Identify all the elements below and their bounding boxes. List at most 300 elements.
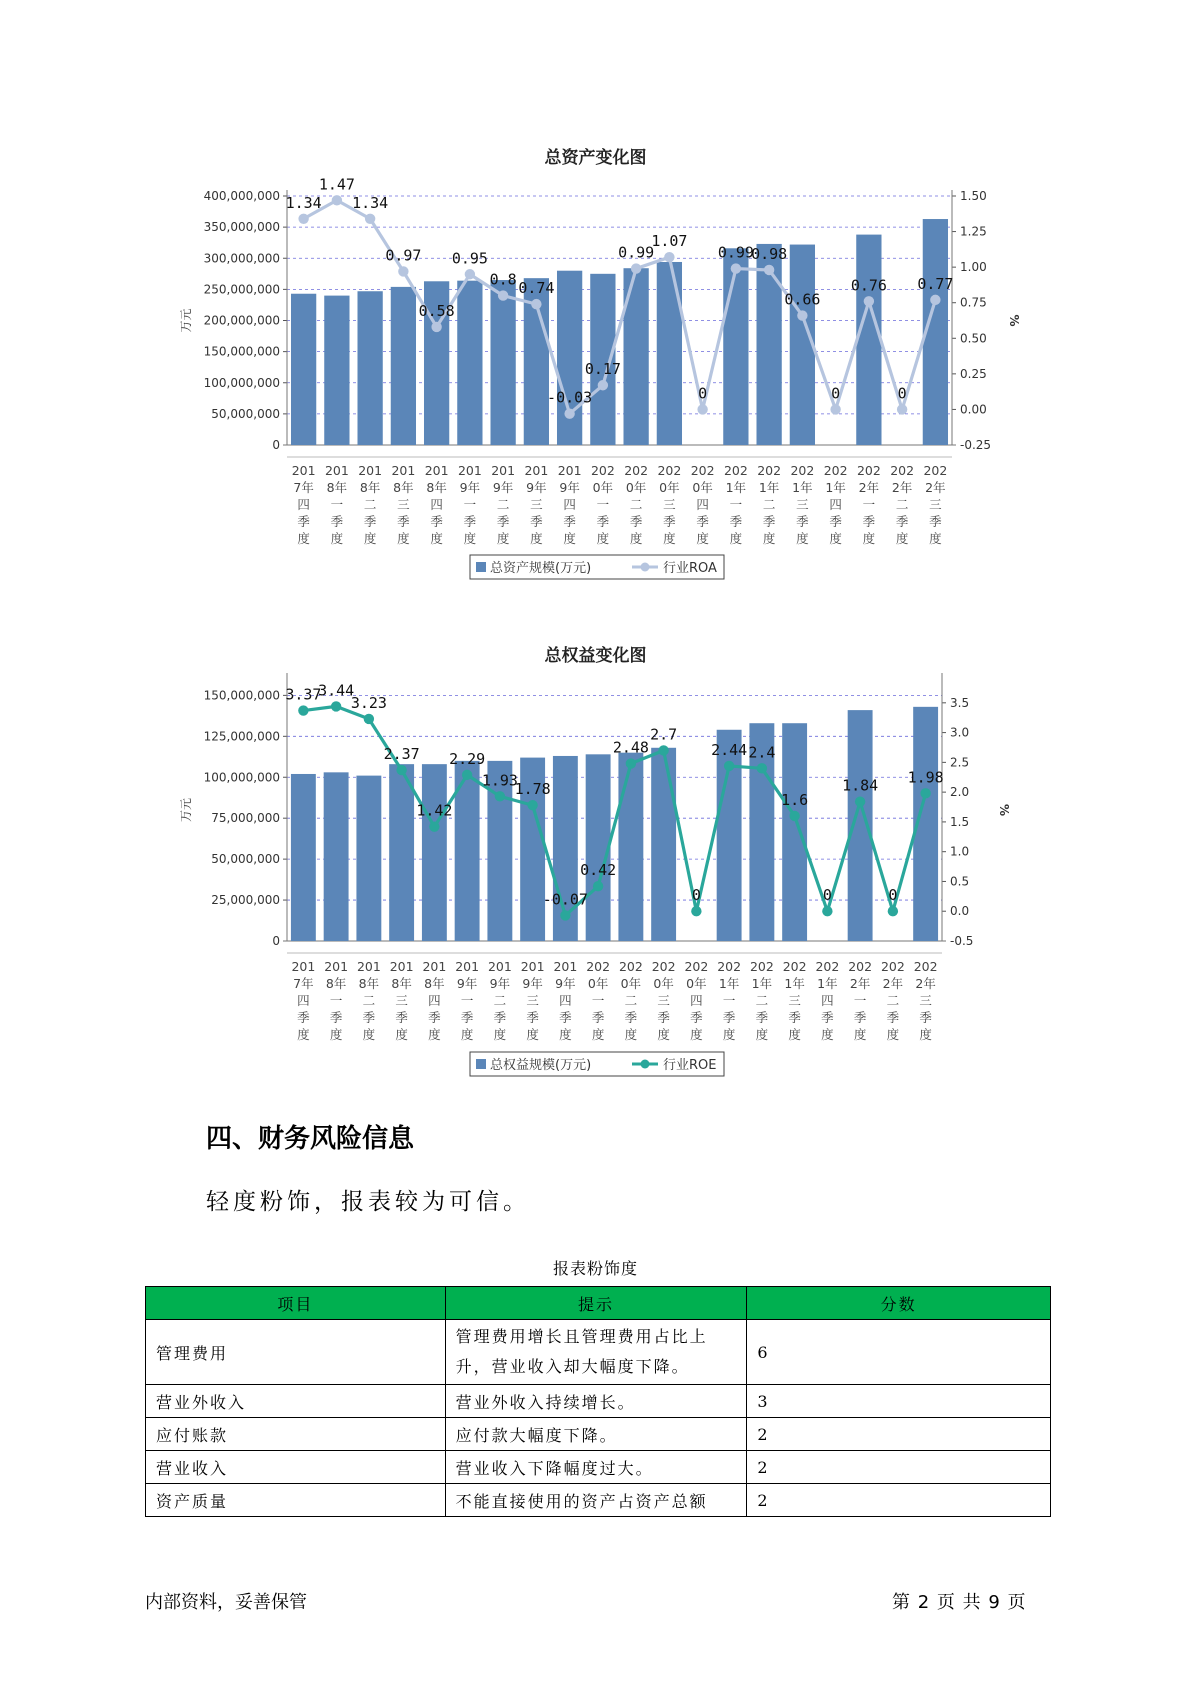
- category-label: 季: [591, 1010, 605, 1025]
- line-point: [864, 296, 874, 306]
- category-label: 度: [397, 531, 410, 546]
- category-label: 度: [460, 1027, 474, 1042]
- category-label: 度: [559, 1027, 572, 1042]
- category-label: 一: [463, 497, 477, 512]
- legend-line-label: 行业ROE: [663, 1058, 717, 1073]
- data-label: 0: [698, 384, 708, 403]
- category-label: 季: [696, 514, 709, 529]
- section-heading: 四、财务风险信息: [206, 1124, 415, 1154]
- row-score: 2: [747, 1418, 1051, 1451]
- category-label: 201: [455, 959, 480, 974]
- category-label: 1年: [758, 480, 780, 495]
- left-axis-tick-label: 125,000,000: [203, 729, 280, 744]
- data-label: 0.42: [580, 861, 617, 880]
- left-axis-tick-label: 150,000,000: [203, 344, 280, 359]
- category-label: 一: [853, 993, 867, 1008]
- right-axis-tick-label: 1.50: [960, 189, 987, 203]
- legend-line-marker: [641, 563, 650, 572]
- category-label: 度: [430, 531, 443, 546]
- category-label: 202: [590, 463, 615, 478]
- category-label: 202: [848, 959, 873, 974]
- bar: [391, 287, 416, 445]
- category-label: 201: [422, 959, 447, 974]
- category-label: 9年: [456, 976, 478, 991]
- category-label: 季: [363, 514, 377, 529]
- category-label: 三: [663, 497, 676, 512]
- bar: [457, 281, 482, 445]
- category-label: 201: [324, 463, 349, 478]
- data-label: 2.37: [383, 745, 420, 764]
- category-label: 度: [722, 1027, 736, 1042]
- row-score: 2: [747, 1484, 1051, 1517]
- data-label: 3.23: [350, 693, 387, 712]
- bar: [651, 748, 676, 941]
- category-label: 四: [559, 993, 572, 1008]
- line-point: [332, 195, 342, 205]
- line-point: [757, 763, 767, 773]
- category-label: 度: [821, 1027, 834, 1042]
- category-label: 季: [663, 514, 676, 529]
- category-label: 0年: [592, 480, 614, 495]
- bar: [324, 296, 349, 445]
- category-label: 202: [923, 463, 948, 478]
- category-label: 度: [395, 1027, 408, 1042]
- bar: [422, 764, 447, 941]
- category-label: 季: [563, 514, 576, 529]
- category-label: 一: [591, 993, 605, 1008]
- category-label: 二: [895, 497, 909, 512]
- right-axis-tick-label: 0.75: [960, 295, 987, 310]
- legend-bar-label: 总权益规模(万元): [490, 1058, 592, 1073]
- category-label: 201: [389, 959, 414, 974]
- category-label: 四: [821, 993, 834, 1008]
- category-label: 1年: [792, 480, 813, 495]
- left-axis-tick-label: 0: [272, 438, 280, 452]
- category-label: 202: [657, 463, 682, 478]
- line-point: [396, 765, 406, 775]
- line-point: [830, 404, 840, 414]
- data-label: 3.37: [285, 685, 322, 704]
- category-label: 度: [563, 531, 576, 546]
- left-axis-tick-label: 100,000,000: [203, 375, 280, 390]
- total-equity-chart: [0, 672, 1191, 1092]
- category-label: 二: [762, 497, 776, 512]
- category-label: 季: [596, 514, 610, 529]
- category-label: 季: [762, 514, 776, 529]
- row-item: 资产质量: [146, 1484, 446, 1517]
- category-label: 度: [690, 1027, 703, 1042]
- line-point: [364, 714, 374, 724]
- category-label: 二: [755, 993, 769, 1008]
- category-label: 度: [919, 1027, 932, 1042]
- right-axis-title: %: [1007, 314, 1021, 327]
- line-point: [658, 745, 668, 755]
- category-label: 度: [329, 1027, 343, 1042]
- category-label: 四: [829, 497, 842, 512]
- right-axis-tick-label: 2.0: [950, 785, 970, 800]
- category-label: 度: [362, 1027, 376, 1042]
- category-label: 度: [762, 531, 776, 546]
- category-label: 0年: [692, 480, 713, 495]
- category-label: 季: [722, 1010, 736, 1025]
- category-label: 一: [329, 993, 343, 1008]
- category-label: 度: [530, 531, 543, 546]
- table-row: [146, 1451, 1051, 1484]
- category-label: 度: [496, 531, 510, 546]
- line-point: [531, 299, 541, 309]
- total-assets-chart: [0, 175, 1191, 615]
- category-label: 度: [788, 1027, 801, 1042]
- line-point: [495, 791, 505, 801]
- line-point: [429, 821, 439, 831]
- row-hint: 不能直接使用的资产占资产总额: [445, 1484, 747, 1517]
- category-label: 0年: [620, 976, 642, 991]
- bar: [856, 235, 881, 445]
- category-label: 201: [557, 463, 582, 478]
- category-label: 三: [796, 497, 809, 512]
- category-label: 202: [880, 959, 905, 974]
- bar: [291, 774, 316, 941]
- right-axis-tick-label: 1.00: [960, 260, 987, 275]
- data-label: 3.44: [318, 681, 355, 700]
- left-axis-tick-label: 150,000,000: [203, 688, 280, 703]
- category-label: 季: [395, 1010, 408, 1025]
- bar: [618, 753, 643, 941]
- category-label: 201: [324, 959, 349, 974]
- category-label: 8年: [358, 976, 380, 991]
- category-label: 三: [929, 497, 942, 512]
- row-item: 管理费用: [146, 1320, 446, 1385]
- row-item: 营业外收入: [146, 1385, 446, 1418]
- left-axis-tick-label: 200,000,000: [203, 313, 280, 328]
- bar: [356, 776, 381, 941]
- category-label: 202: [856, 463, 881, 478]
- data-label: 2.44: [711, 740, 748, 759]
- category-label: 0年: [587, 976, 609, 991]
- right-axis-tick-label: 0.50: [960, 331, 987, 346]
- category-label: 季: [530, 514, 543, 529]
- right-axis-tick-label: 1.0: [950, 844, 970, 859]
- line-point: [298, 214, 308, 224]
- category-label: 201: [291, 959, 316, 974]
- category-label: 四: [297, 993, 310, 1008]
- right-axis-tick-label: 0.0: [950, 904, 970, 919]
- data-label: 1.07: [651, 232, 688, 251]
- row-score: 2: [747, 1451, 1051, 1484]
- bar: [291, 294, 316, 445]
- category-label: 1年: [751, 976, 773, 991]
- category-label: 度: [796, 531, 809, 546]
- category-label: 季: [463, 514, 477, 529]
- right-axis-tick-label: 0.25: [960, 366, 987, 381]
- category-label: 9年: [559, 480, 580, 495]
- line-point: [855, 796, 865, 806]
- data-label: 1.93: [481, 771, 518, 790]
- data-label: 0.99: [618, 243, 655, 262]
- line-point: [888, 906, 898, 916]
- data-label: -0.03: [547, 388, 593, 407]
- row-score: 3: [747, 1385, 1051, 1418]
- left-axis-tick-label: 50,000,000: [211, 406, 280, 421]
- data-label: 1.34: [352, 193, 389, 212]
- category-label: 度: [629, 531, 643, 546]
- category-label: 季: [559, 1010, 572, 1025]
- category-label: 9年: [555, 976, 576, 991]
- bar: [490, 280, 515, 445]
- line-point: [465, 269, 475, 279]
- line-point: [560, 910, 570, 920]
- bar: [357, 291, 382, 445]
- category-label: 202: [890, 463, 915, 478]
- category-label: 四: [690, 993, 703, 1008]
- bar: [657, 262, 682, 445]
- line-point: [527, 800, 537, 810]
- line-point: [626, 758, 636, 768]
- section-body: 轻度粉饰，报表较为可信。: [206, 1189, 530, 1215]
- category-label: 201: [520, 959, 545, 974]
- category-label: 202: [624, 463, 649, 478]
- line-point: [797, 310, 807, 320]
- right-axis-tick-label: 2.5: [950, 755, 970, 770]
- left-axis-tick-label: 25,000,000: [211, 893, 280, 908]
- category-label: 季: [629, 514, 643, 529]
- data-label: 1.47: [318, 175, 355, 194]
- data-label: 0: [691, 886, 701, 905]
- category-label: 季: [895, 514, 909, 529]
- category-label: 202: [723, 463, 748, 478]
- category-label: 度: [886, 1027, 900, 1042]
- risk-table: [145, 1286, 1051, 1517]
- category-label: 季: [821, 1010, 834, 1025]
- category-label: 度: [696, 531, 709, 546]
- category-label: 201: [553, 959, 578, 974]
- category-label: 度: [591, 1027, 605, 1042]
- left-axis-tick-label: 350,000,000: [203, 220, 280, 235]
- line-point: [930, 295, 940, 305]
- category-label: 季: [788, 1010, 801, 1025]
- data-label: 0: [831, 384, 841, 403]
- line-point: [664, 252, 674, 262]
- header-score: 分数: [747, 1287, 1051, 1320]
- category-label: 季: [853, 1010, 867, 1025]
- category-label: 季: [430, 514, 443, 529]
- category-label: 0年: [686, 976, 707, 991]
- category-label: 202: [586, 959, 611, 974]
- category-label: 9年: [522, 976, 543, 991]
- category-label: 202: [618, 959, 643, 974]
- category-label: 202: [823, 463, 848, 478]
- table-row: [146, 1385, 1051, 1418]
- bar: [782, 723, 807, 941]
- line-point: [431, 322, 441, 332]
- category-label: 二: [629, 497, 643, 512]
- line-point: [564, 408, 574, 418]
- category-label: 二: [362, 993, 376, 1008]
- category-label: 0年: [659, 480, 680, 495]
- line-point: [593, 881, 603, 891]
- line-point: [724, 761, 734, 771]
- category-label: 8年: [326, 480, 348, 495]
- category-label: 一: [729, 497, 743, 512]
- data-label: 0.77: [917, 274, 954, 293]
- line-point: [298, 705, 308, 715]
- category-label: 1年: [825, 480, 846, 495]
- category-label: 季: [729, 514, 743, 529]
- category-label: 2年: [915, 976, 936, 991]
- category-label: 2年: [925, 480, 946, 495]
- table-row: [146, 1320, 1051, 1385]
- category-label: 201: [457, 463, 482, 478]
- line-point: [498, 290, 508, 300]
- line-point: [822, 906, 832, 916]
- left-axis-tick-label: 75,000,000: [211, 811, 280, 826]
- category-label: 202: [651, 959, 676, 974]
- data-label: 2.7: [650, 725, 678, 744]
- category-label: 三: [397, 497, 410, 512]
- category-label: 季: [362, 1010, 376, 1025]
- category-label: 2年: [858, 480, 880, 495]
- category-label: 8年: [393, 480, 414, 495]
- category-label: 一: [596, 497, 610, 512]
- category-label: 201: [356, 959, 381, 974]
- category-label: 7年: [293, 976, 314, 991]
- category-label: 季: [796, 514, 809, 529]
- category-label: 度: [755, 1027, 769, 1042]
- table-header-row: [146, 1287, 1051, 1320]
- data-label: 0.58: [418, 301, 455, 320]
- category-label: 四: [430, 497, 443, 512]
- category-label: 度: [596, 531, 610, 546]
- line-point: [697, 404, 707, 414]
- category-label: 三: [657, 993, 670, 1008]
- page-number: 第 2 页 共 9 页: [892, 1592, 1027, 1613]
- category-label: 2年: [849, 976, 871, 991]
- line-point: [691, 906, 701, 916]
- line-point: [631, 263, 641, 273]
- row-score: 6: [747, 1320, 1051, 1385]
- category-label: 8年: [359, 480, 381, 495]
- category-label: 季: [526, 1010, 539, 1025]
- category-label: 季: [886, 1010, 900, 1025]
- category-label: 度: [729, 531, 743, 546]
- category-label: 二: [624, 993, 638, 1008]
- line-point: [398, 266, 408, 276]
- category-label: 2年: [882, 976, 904, 991]
- category-label: 四: [428, 993, 441, 1008]
- data-label: 1.98: [907, 768, 944, 787]
- category-label: 度: [363, 531, 377, 546]
- category-label: 8年: [424, 976, 445, 991]
- category-label: 三: [530, 497, 543, 512]
- category-label: 季: [755, 1010, 769, 1025]
- category-label: 一: [862, 497, 876, 512]
- category-label: 度: [663, 531, 676, 546]
- left-axis-tick-label: 100,000,000: [203, 770, 280, 785]
- category-label: 三: [395, 993, 408, 1008]
- data-label: 0: [888, 886, 898, 905]
- legend-bar-label: 总资产规模(万元): [490, 561, 592, 576]
- line-point: [598, 380, 608, 390]
- table-caption: 报表粉饰度: [552, 1259, 638, 1278]
- category-label: 四: [563, 497, 576, 512]
- left-axis-tick-label: 300,000,000: [203, 251, 280, 266]
- data-label: 1.84: [842, 776, 879, 795]
- category-label: 度: [657, 1027, 670, 1042]
- category-label: 201: [424, 463, 449, 478]
- data-label: 0.97: [385, 246, 422, 265]
- category-label: 二: [493, 993, 507, 1008]
- category-label: 季: [329, 1010, 343, 1025]
- header-hint: 提示: [445, 1287, 747, 1320]
- category-label: 0年: [625, 480, 647, 495]
- category-label: 202: [782, 959, 807, 974]
- category-label: 度: [463, 531, 477, 546]
- category-label: 季: [657, 1010, 670, 1025]
- footer-note: 内部资料，妥善保管: [145, 1592, 307, 1613]
- row-hint: 营业外收入持续增长。: [445, 1385, 747, 1418]
- category-label: 202: [790, 463, 815, 478]
- category-label: 9年: [492, 480, 514, 495]
- category-label: 四: [297, 497, 310, 512]
- category-label: 一: [460, 993, 474, 1008]
- category-label: 度: [428, 1027, 441, 1042]
- category-label: 202: [757, 463, 782, 478]
- category-label: 季: [829, 514, 842, 529]
- chart1-title: 总资产变化图: [544, 148, 647, 168]
- right-axis-tick-label: -0.5: [950, 934, 974, 948]
- data-label: 2.4: [748, 743, 776, 762]
- category-label: 7年: [293, 480, 314, 495]
- data-label: -0.07: [542, 890, 588, 909]
- table-row: [146, 1484, 1051, 1517]
- category-label: 三: [919, 993, 932, 1008]
- category-label: 1年: [817, 976, 838, 991]
- category-label: 季: [460, 1010, 474, 1025]
- category-label: 度: [862, 531, 876, 546]
- category-label: 度: [493, 1027, 507, 1042]
- category-label: 度: [330, 531, 344, 546]
- data-label: 0.66: [784, 290, 821, 309]
- category-label: 202: [749, 959, 774, 974]
- category-label: 季: [690, 1010, 703, 1025]
- line-point: [897, 404, 907, 414]
- category-label: 1年: [718, 976, 740, 991]
- right-axis-tick-label: 0.00: [960, 402, 987, 417]
- category-label: 季: [929, 514, 942, 529]
- category-label: 一: [722, 993, 736, 1008]
- category-label: 季: [624, 1010, 638, 1025]
- line-point: [331, 701, 341, 711]
- category-label: 201: [524, 463, 549, 478]
- data-label: 1.42: [416, 801, 453, 820]
- category-label: 季: [862, 514, 876, 529]
- category-label: 202: [690, 463, 715, 478]
- data-label: 0: [897, 384, 907, 403]
- category-label: 8年: [325, 976, 347, 991]
- category-label: 1年: [725, 480, 747, 495]
- category-label: 二: [496, 497, 510, 512]
- data-label: 0.76: [850, 276, 887, 295]
- data-label: 0.99: [717, 243, 754, 262]
- category-label: 二: [886, 993, 900, 1008]
- category-label: 201: [491, 463, 516, 478]
- line-point: [731, 263, 741, 273]
- left-axis-tick-label: 0: [272, 934, 280, 948]
- data-label: 0.17: [584, 360, 621, 379]
- category-label: 202: [717, 959, 742, 974]
- row-item: 营业收入: [146, 1451, 446, 1484]
- category-label: 202: [815, 959, 840, 974]
